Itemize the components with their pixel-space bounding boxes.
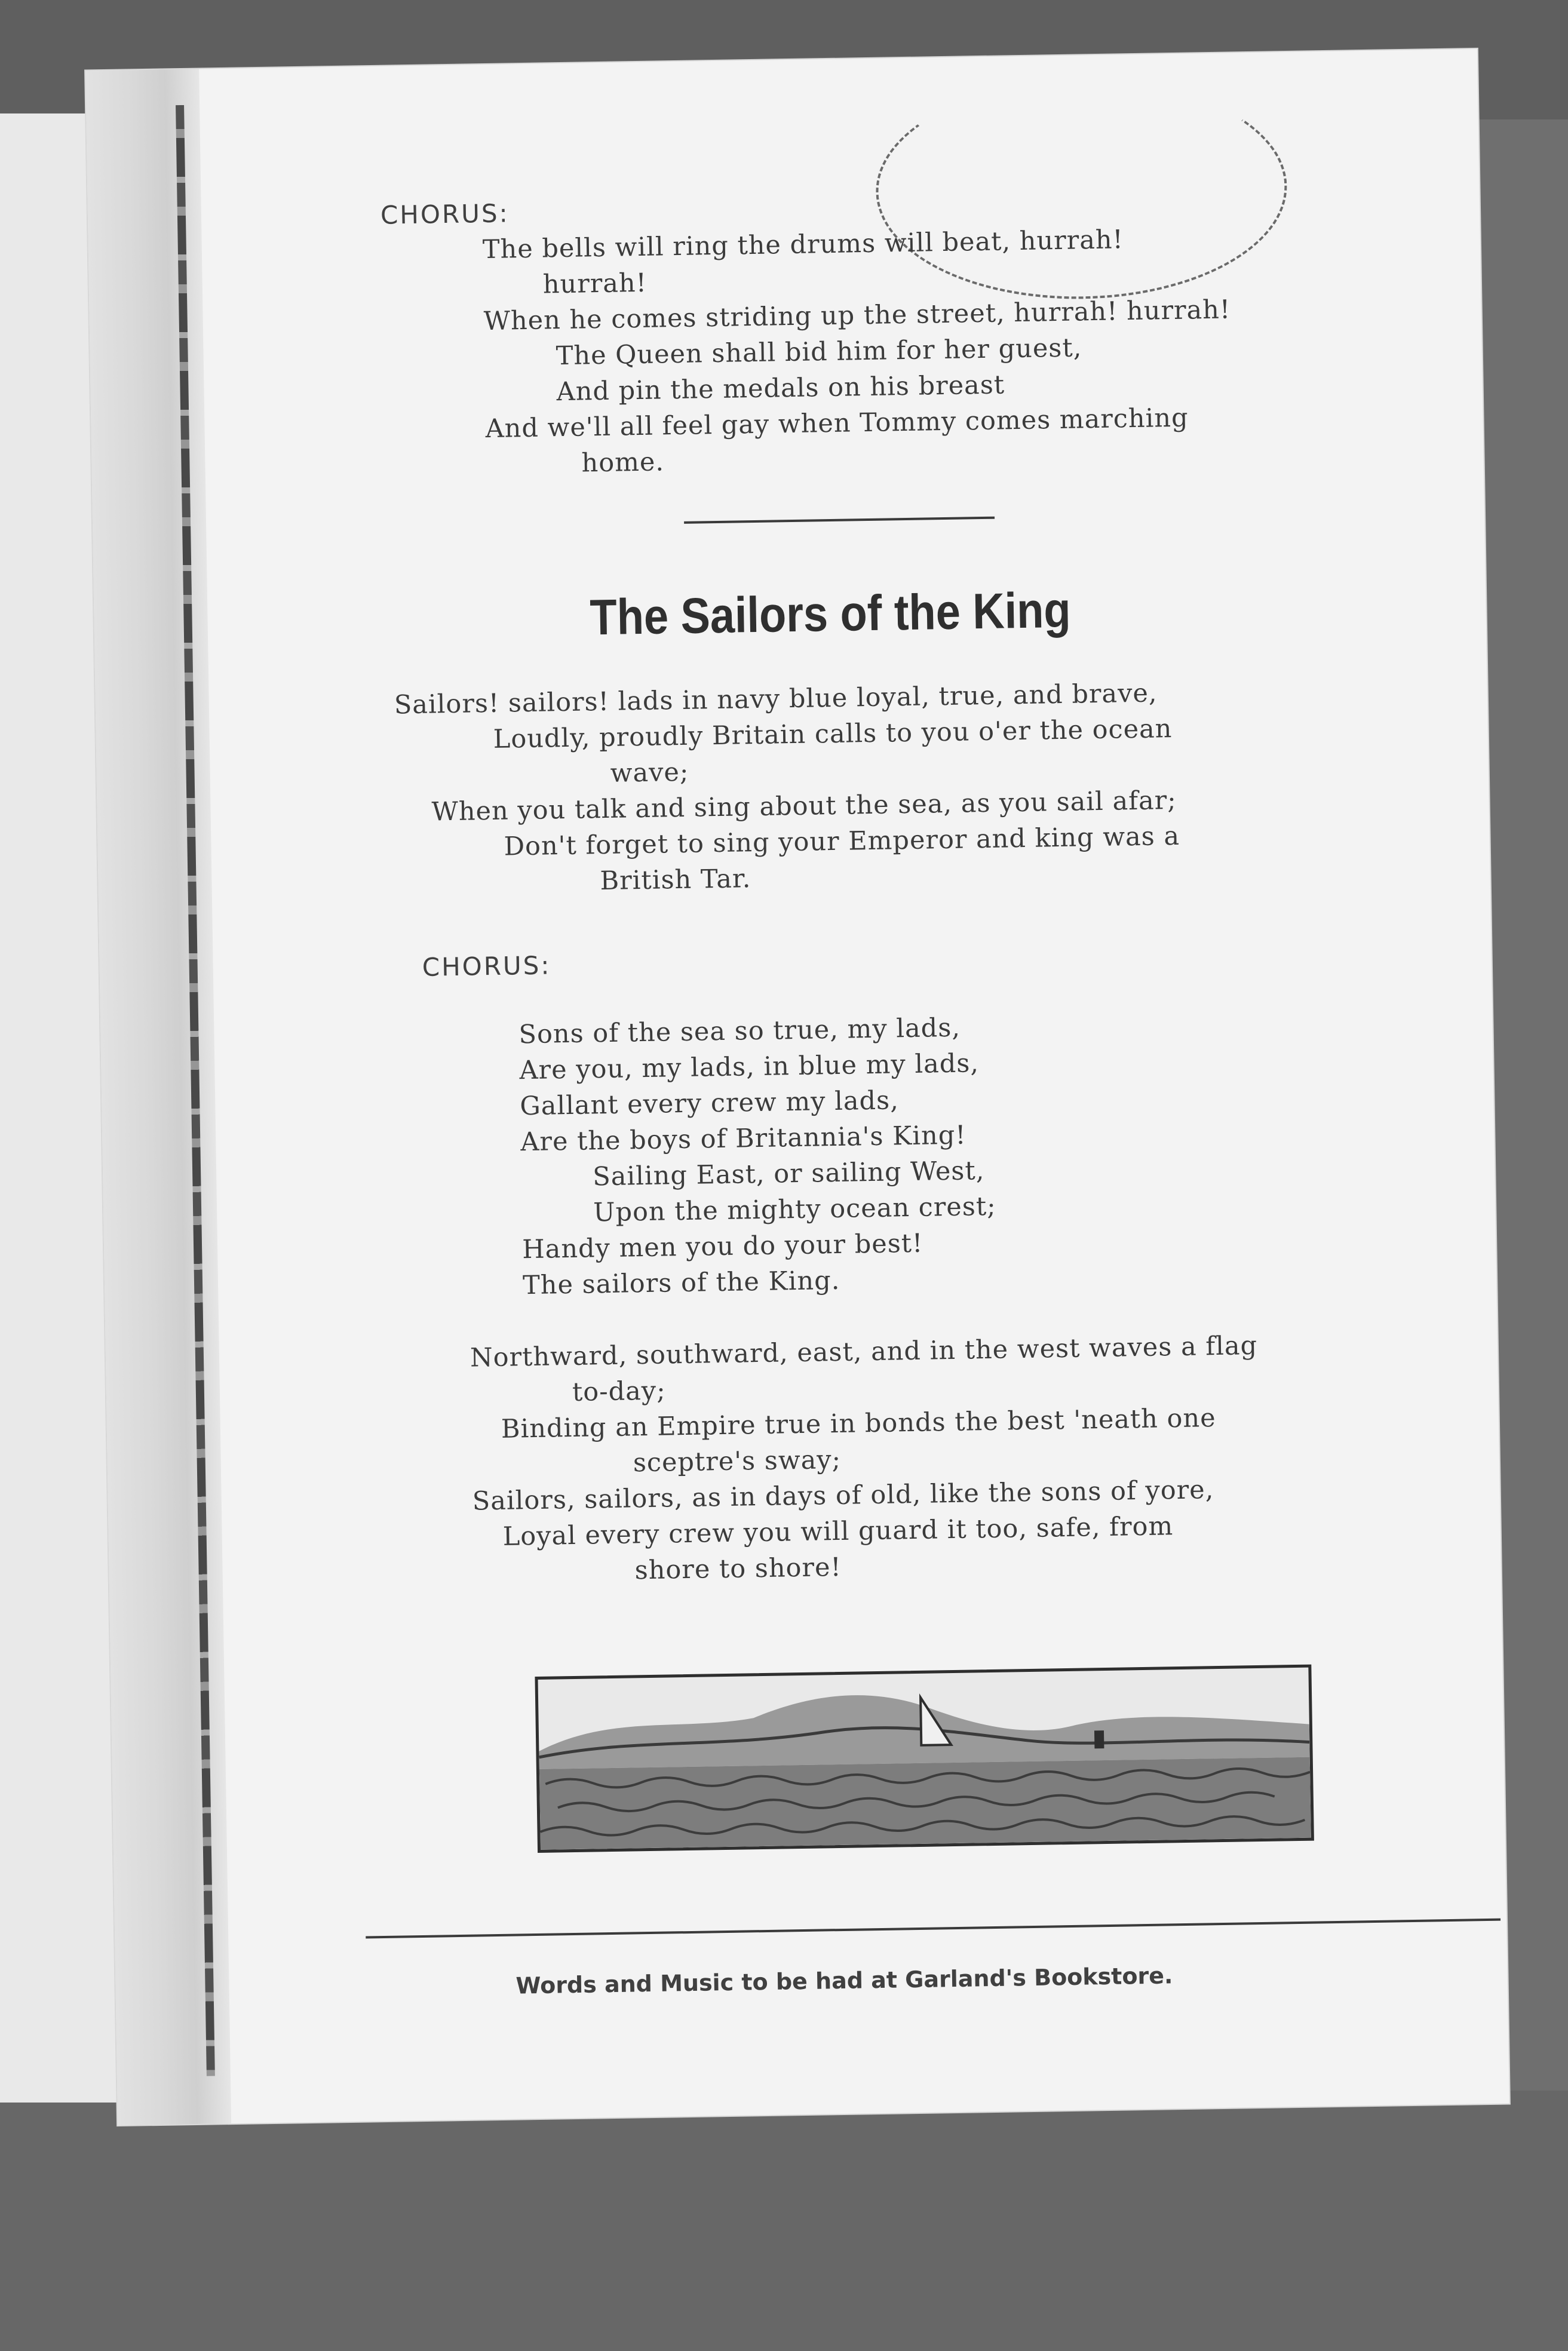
chorus-line: Sons of the sea so true, my lads, bbox=[518, 1012, 961, 1050]
chorus-label: CHORUS: bbox=[380, 198, 510, 230]
backdrop bbox=[0, 2091, 1568, 2351]
chorus-line: Upon the mighty ocean crest; bbox=[593, 1191, 997, 1228]
song-title: The Sailors of the King bbox=[589, 581, 1072, 646]
chorus-line: Handy men you do your best! bbox=[521, 1228, 923, 1265]
verse-line: Loyal every crew you will guard it too, safe, from bbox=[502, 1511, 1174, 1552]
chorus-line: And we'll all feel gay when Tommy comes marching bbox=[485, 403, 1189, 444]
verse-line: Sailors! sailors! lads in navy blue loyal, true, and brave, bbox=[394, 678, 1158, 720]
sea-illustration-drawing bbox=[538, 1668, 1311, 1850]
chorus-line: Gallant every crew my lads, bbox=[520, 1085, 900, 1122]
chorus-line: home. bbox=[581, 447, 665, 478]
verse-line: wave; bbox=[610, 757, 689, 788]
chorus-label: CHORUS: bbox=[422, 950, 551, 982]
sea-illustration bbox=[535, 1665, 1314, 1853]
chorus-line: Are you, my lads, in blue my lads, bbox=[519, 1048, 980, 1086]
chorus-line: The bells will ring the drums will beat, hurrah! bbox=[482, 225, 1124, 265]
verse-line: Northward, southward, east, and in the west waves a flag bbox=[470, 1330, 1258, 1373]
chorus-line: Sailing East, or sailing West, bbox=[592, 1156, 985, 1192]
verse-line: British Tar. bbox=[600, 864, 751, 897]
chorus-line: The Queen shall bid him for her guest, bbox=[556, 333, 1082, 372]
verse-line: shore to shore! bbox=[634, 1552, 842, 1586]
verse-line: Sailors, sailors, as in days of old, like the sons of yore, bbox=[472, 1475, 1214, 1517]
chorus-line: When he comes striding up the street, hurrah! hurrah! bbox=[483, 294, 1231, 337]
verse-line: Don't forget to sing your Emperor and king was a bbox=[504, 821, 1180, 862]
song-sheet-page bbox=[85, 49, 1509, 2125]
verse-line: Loudly, proudly Britain calls to you o'er the ocean bbox=[493, 714, 1173, 754]
footer-note: Words and Music to be had at Garland's Bookstore. bbox=[515, 1962, 1173, 1999]
chorus-line: Are the boys of Britannia's King! bbox=[520, 1120, 966, 1158]
verse-line: Binding an Empire true in bonds the best 'neath one bbox=[501, 1403, 1216, 1444]
faded-stamp bbox=[874, 76, 1289, 302]
chorus-line: The sailors of the King. bbox=[522, 1265, 840, 1301]
section-divider bbox=[684, 517, 995, 524]
verse-line: When you talk and sing about the sea, as you sail afar; bbox=[431, 785, 1177, 827]
chorus-line: And pin the medals on his breast bbox=[556, 370, 1005, 407]
verse-line: sceptre's sway; bbox=[633, 1444, 842, 1478]
chorus-line: hurrah! bbox=[542, 268, 648, 300]
verse-line: to-day; bbox=[572, 1376, 666, 1407]
footer-rule bbox=[366, 1919, 1501, 1939]
